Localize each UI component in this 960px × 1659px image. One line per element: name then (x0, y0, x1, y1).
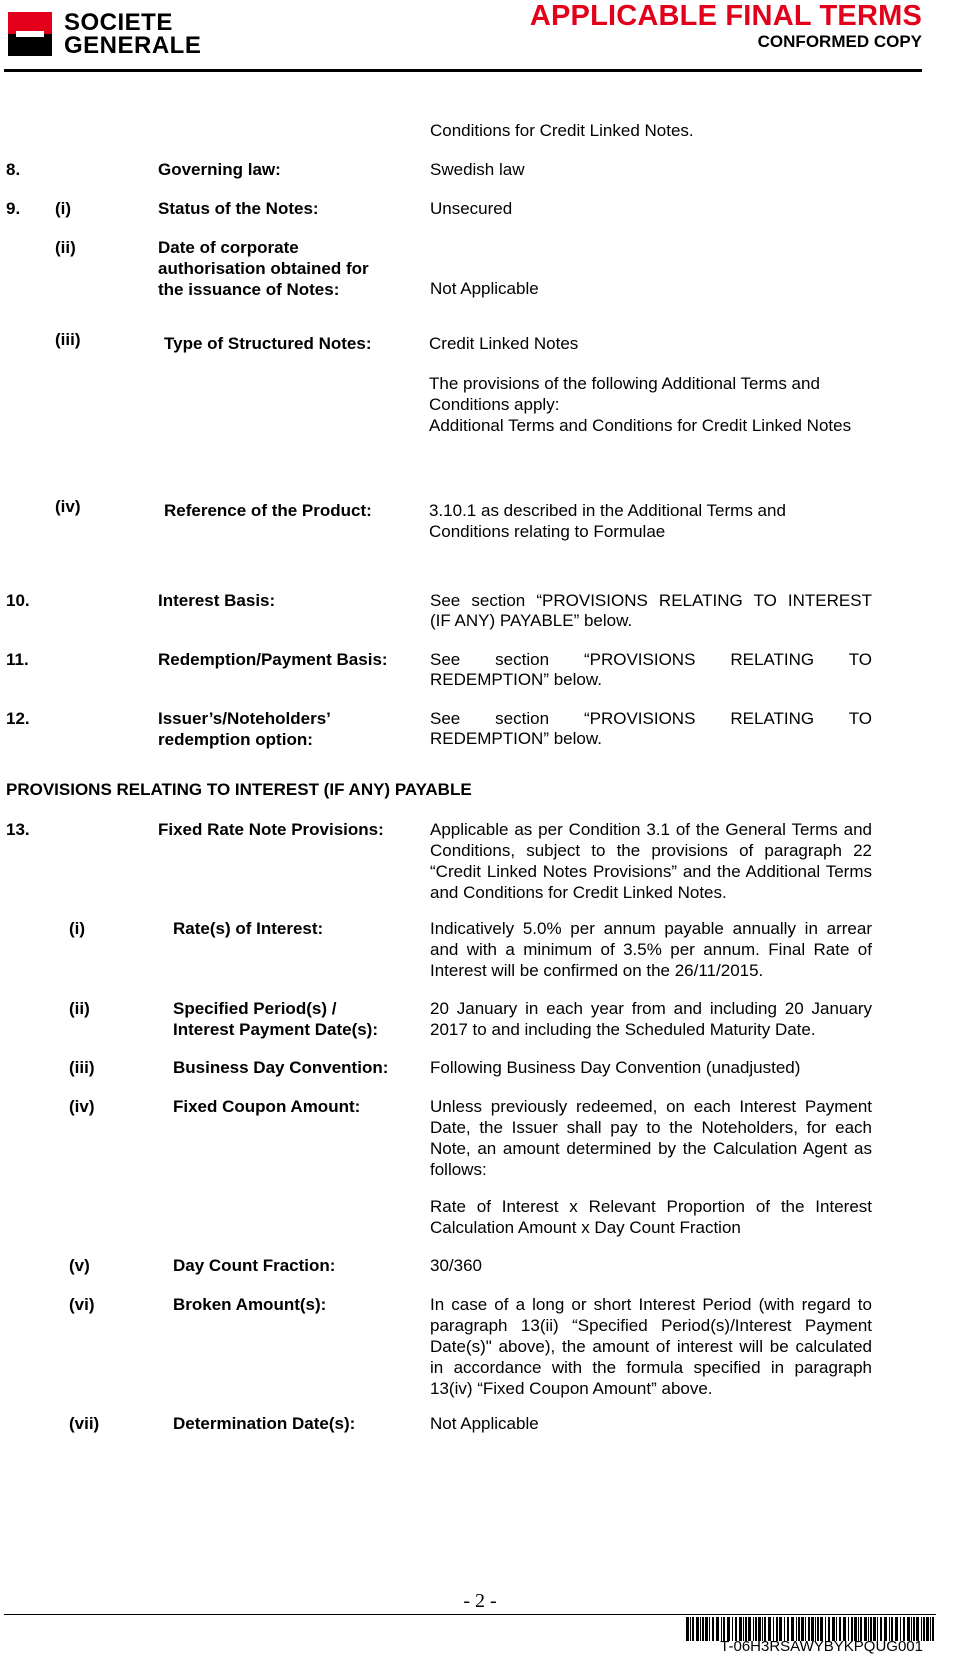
item-12-value-line2: REDEMPTION” below. (430, 729, 602, 748)
document-subtitle: CONFORMED COPY (757, 32, 922, 51)
item-13vii-value: Not Applicable (430, 1414, 539, 1433)
logo-wordmark: SOCIETE GENERALE (64, 9, 202, 59)
item-13ii-label: Specified Period(s) / Interest Payment Date(s): (173, 999, 379, 1039)
item-13i-value: Indicatively 5.0% per annum payable annually in arrear and with a minimum of 3.5% per annum. Final Rate of Interest will be confirmed on the 26/11/2015. (430, 919, 872, 980)
item-13-value: Applicable as per Condition 3.1 of the General Terms and Conditions, subject to the provisions of paragraph 22 “Credit Linked Notes Provisions” and the Additional Terms and Conditions for Credit Linked Notes. (430, 820, 872, 902)
item-11-value-line2: REDEMPTION” below. (430, 670, 602, 689)
item-13vii-sub: (vii) (69, 1414, 100, 1433)
item-9ii-label: Date of corporate authorisation obtained for the issuance of Notes: (158, 238, 369, 299)
item-13ii-value: 20 January in each year from and including 20 January 2017 to and including the Scheduled Maturity Date. (430, 999, 872, 1039)
item-13ii-sub: (ii) (69, 999, 90, 1018)
item-9iv-sub: (iv) (55, 497, 81, 516)
item-13vi-label: Broken Amount(s): (173, 1295, 327, 1314)
item-10-label: Interest Basis: (158, 591, 276, 610)
intro-tail-text: Conditions for Credit Linked Notes. (430, 121, 694, 140)
item-13iii-value: Following Business Day Convention (unadjusted) (430, 1058, 801, 1077)
item-13-label: Fixed Rate Note Provisions: (158, 820, 384, 839)
item-13v-label: Day Count Fraction: (173, 1256, 336, 1275)
item-13iii-label: Business Day Convention: (173, 1058, 389, 1077)
item-13v-value: 30/360 (430, 1256, 482, 1275)
item-10-value-line1: See section “PROVISIONS RELATING TO INTEREST (430, 591, 872, 610)
item-10-value-line2: (IF ANY) PAYABLE” below. (430, 611, 633, 630)
item-9ii-value: Not Applicable (430, 279, 539, 298)
item-10-number: 10. (6, 591, 30, 610)
section-heading: PROVISIONS RELATING TO INTEREST (IF ANY) PAYABLE (6, 780, 472, 799)
item-11-label: Redemption/Payment Basis: (158, 650, 388, 669)
document-code: T-06H3RSAWYBYKPQUG001 (720, 1638, 923, 1655)
item-9iv-label: Reference of the Product: (164, 501, 372, 520)
item-12-label: Issuer’s/Noteholders’ redemption option: (158, 709, 331, 749)
item-9iii-value: Credit Linked Notes (429, 334, 579, 353)
item-13vi-value: In case of a long or short Interest Period (with regard to paragraph 13(ii) “Specified Period(s)/Interest Payment Date(s)" above), the amount of interest will be calculated in accordance with the formula specified in paragraph 13(iv) “Fixed Coupon Amount” above. (430, 1295, 872, 1398)
item-8-value: Swedish law (430, 160, 525, 179)
item-8-number: 8. (6, 160, 21, 179)
item-9i-value: Unsecured (430, 199, 513, 218)
item-9iii-sub: (iii) (55, 330, 81, 349)
item-12-number: 12. (6, 709, 30, 728)
item-9ii-sub: (ii) (55, 238, 76, 257)
item-13iv-sub: (iv) (69, 1097, 95, 1116)
item-11-value-line1: See section “PROVISIONS RELATING TO (430, 650, 872, 669)
document-title: APPLICABLE FINAL TERMS (529, 0, 922, 32)
item-13i-label: Rate(s) of Interest: (173, 919, 324, 938)
footer-rule (4, 1614, 936, 1615)
page-number: - 2 - (463, 1590, 497, 1612)
item-9iii-additional-terms: The provisions of the following Additional Terms and Conditions apply: Additional Terms and Conditions for Credit Linked Notes (429, 374, 852, 435)
item-9iii-label: Type of Structured Notes: (164, 334, 372, 353)
item-11-number: 11. (6, 650, 29, 669)
item-13-number: 13. (6, 820, 30, 839)
item-8-label: Governing law: (158, 160, 281, 179)
item-9-number: 9. (6, 199, 21, 218)
item-9i-sub: (i) (55, 199, 72, 218)
item-13vi-sub: (vi) (69, 1295, 95, 1314)
item-9i-label: Status of the Notes: (158, 199, 319, 218)
societe-generale-logo (8, 9, 248, 62)
item-13v-sub: (v) (69, 1256, 90, 1275)
item-9iv-value: 3.10.1 as described in the Additional Terms and Conditions relating to Formulae (429, 501, 786, 541)
item-12-value-line1: See section “PROVISIONS RELATING TO (430, 709, 872, 728)
item-13iii-sub: (iii) (69, 1058, 95, 1077)
logo-mark-icon (8, 12, 52, 56)
item-13vii-label: Determination Date(s): (173, 1414, 356, 1433)
header-rule (4, 69, 922, 72)
item-13iv-value: Unless previously redeemed, on each Interest Payment Date, the Issuer shall pay to the Noteholders, for each Note, an amount determined by the Calculation Agent as follows: (430, 1097, 872, 1179)
item-13i-sub: (i) (69, 919, 86, 938)
item-13iv-label: Fixed Coupon Amount: (173, 1097, 361, 1116)
item-13iv-formula: Rate of Interest x Relevant Proportion of the Interest Calculation Amount x Day Count Fraction (430, 1197, 872, 1237)
